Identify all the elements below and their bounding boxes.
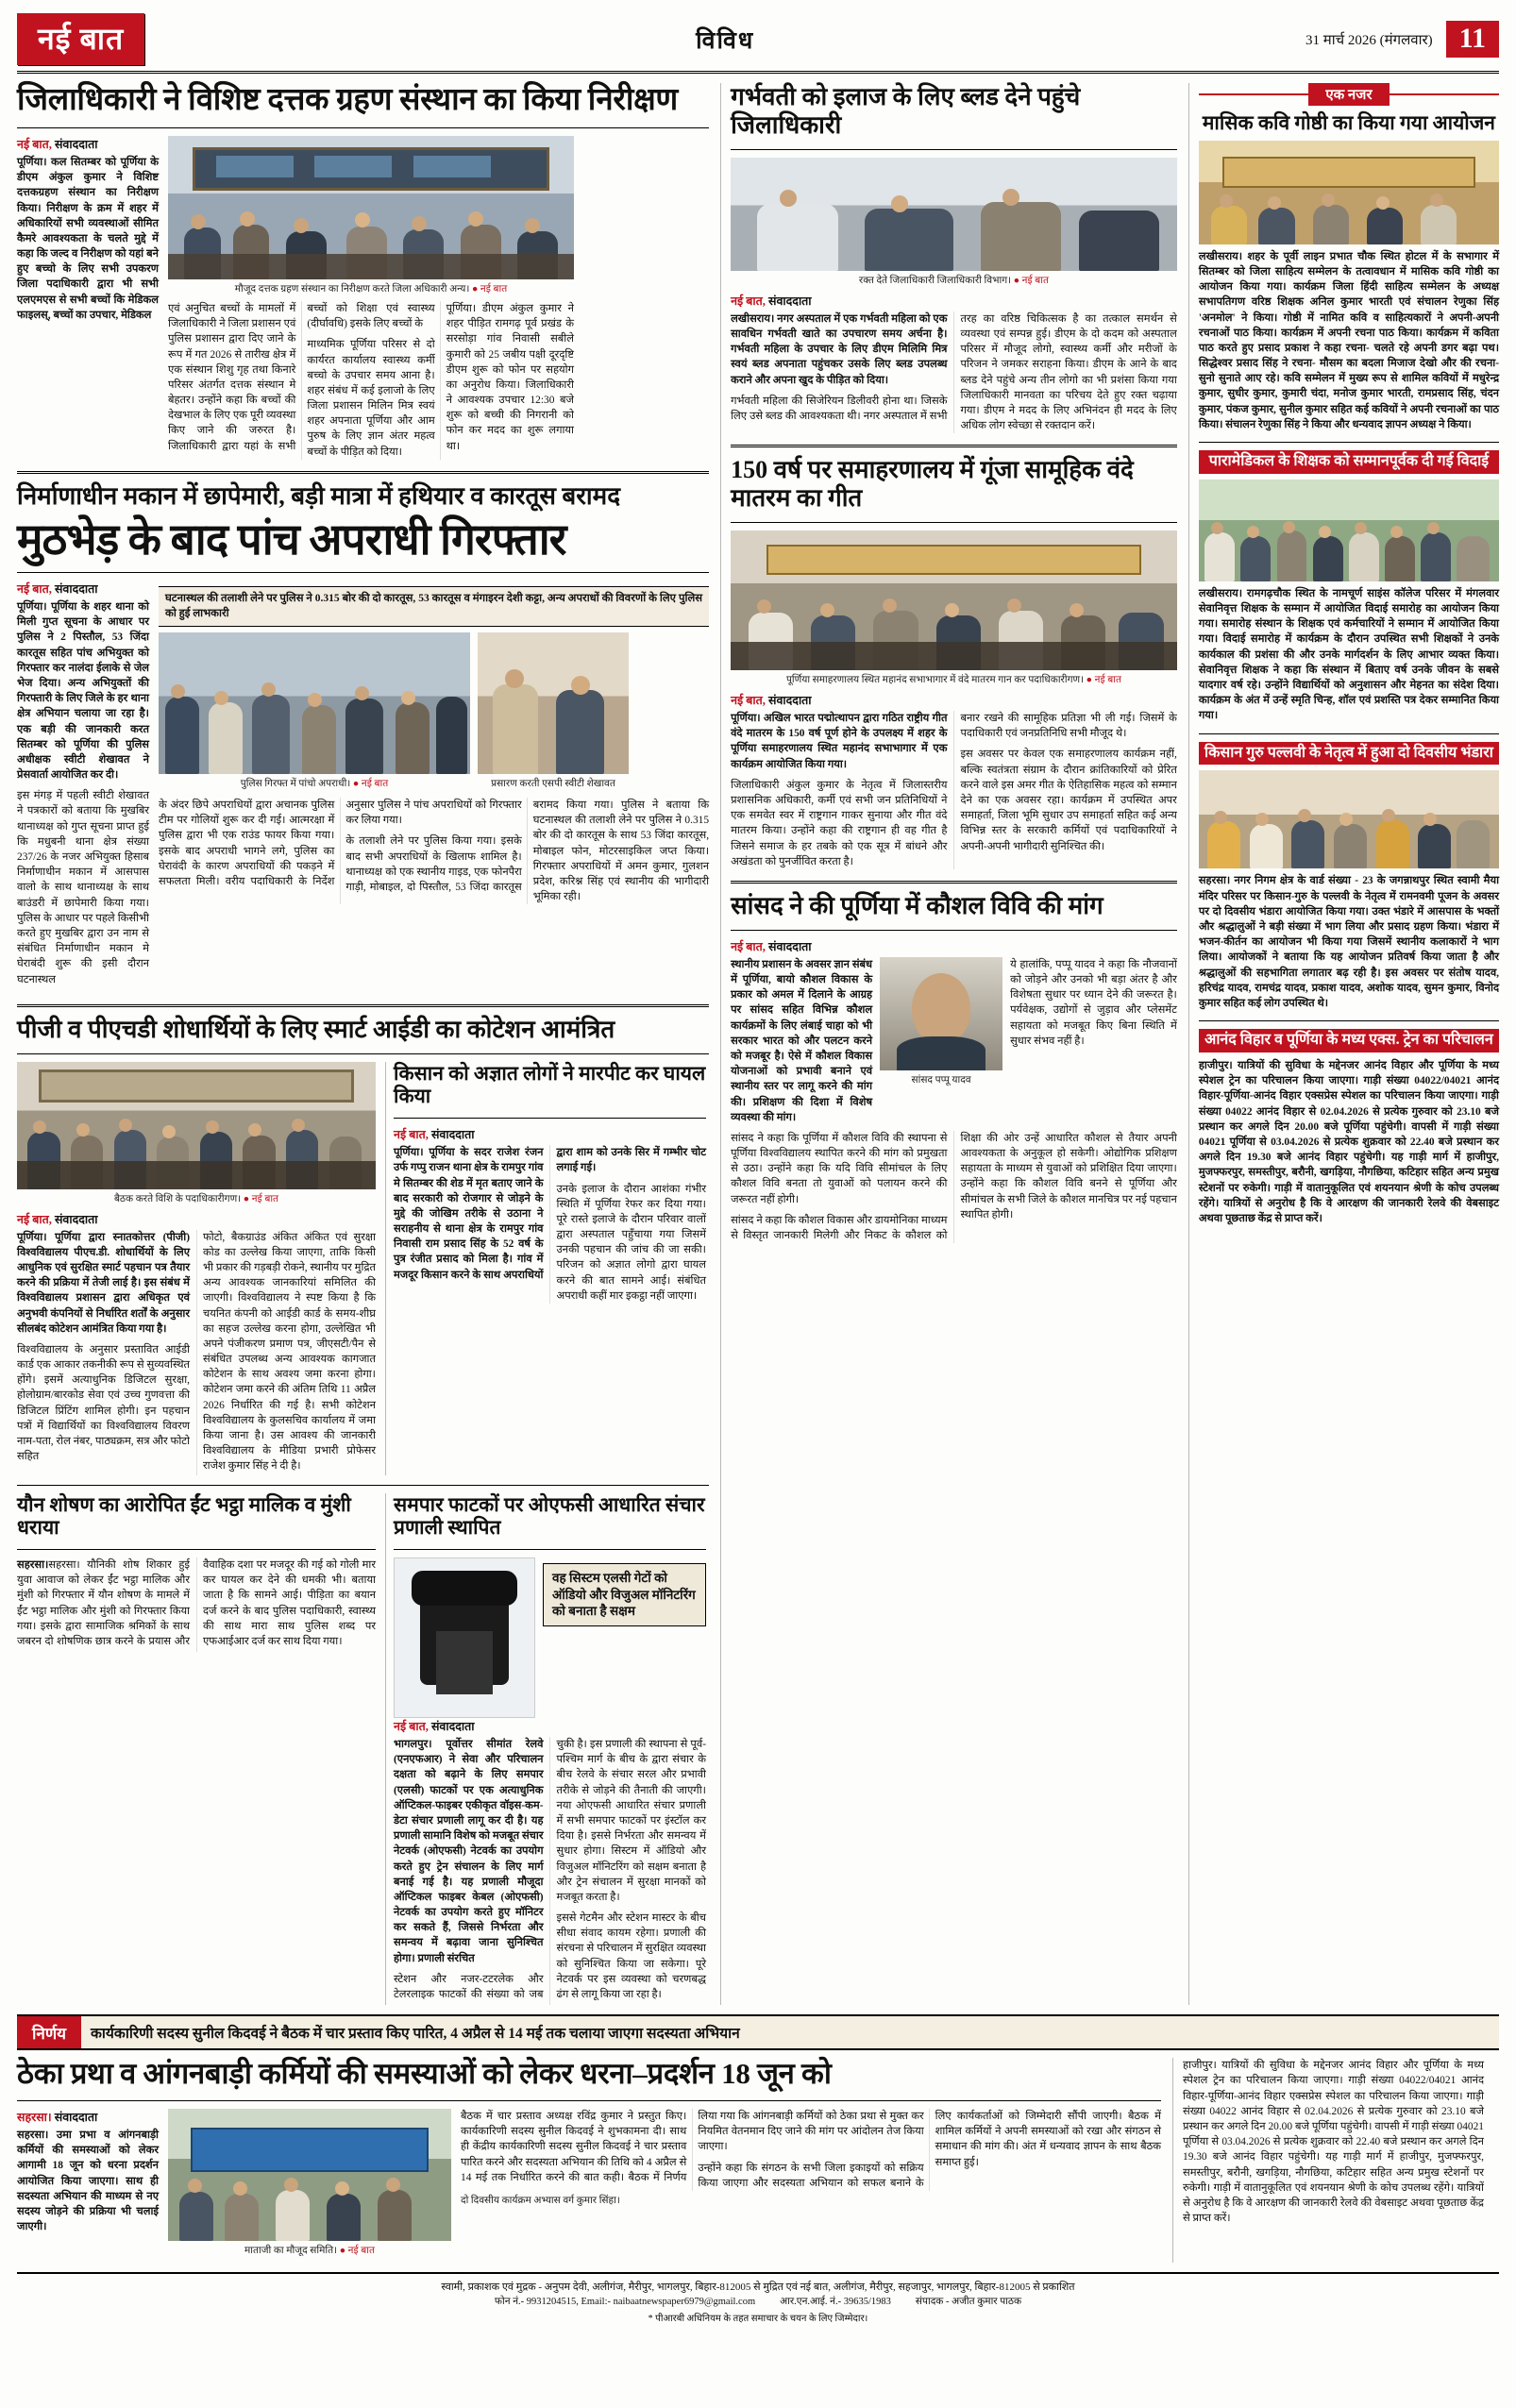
- article-photo: [168, 136, 574, 295]
- column-right-bottom: [1172, 2058, 1484, 2263]
- article-body: उनके इलाज के दौरान आशंका गंभीर स्थिति में पूर्णिया रेफर कर दिया गया। पूरे रास्ते इलाजे के दौरान परिवार वालों द्वारा अस्पताल पहुँचाया गया जिसमें उनकी पहचान की जांच की जा सकी। परिजन को अज्ञात लोगो द्वारा घायल करने की बात सामने आई। संबंधित अपराधी कहीं मार इकट्ठा नहीं जाएगा।: [556, 1183, 706, 1302]
- photo-caption: बैठक करते विशि के पदाधिकारीगण। ● नई बात: [113, 1193, 279, 1204]
- article-body: ये हालांकि, पप्पू यादव ने कहा कि नौजवानों को जोड़ने और उनको भी बड़ा अंतर है और विशेषता सुधार पर ध्यान देने की जरूरत है। पर्यवेक्षक, उद्योगों से जुड़ाव और प्लेसमेंट सहायता को मजबूत किए बिना स्थिति में सुधार संभव नहीं है।: [1010, 958, 1177, 1047]
- article-kavi-goshthi: [1199, 111, 1499, 432]
- article-body: गर्भवती महिला की सिजेरियन डिलीवरी होना था। जिसके लिए उसे ब्लड की आवश्यकता थी। नगर अस्पताल में सभी तरह का वरिष्ठ चिकित्सक है का तत्काल समर्थन से व्यवस्था एवं सम्पन्न हुई। डीएम के दो कदम को अस्पताल परिसर में मौजूद लोगो, स्वास्थ्य कर्मी और मरीजों के परिजन ने जमकर सराहना किया। डीएम के आने के बाद ब्लड देने पहुंचे अन्य तीन लोगो का भी प्रशंसा किया गया जिलाधिकारी मानवता का परिचय देते हुए रक्त चढ़ाया गया। डीएम ने मदद के लिए अभिनंदन ही मदद के लिए अधिक लोग स्वेच्छा से रक्तदान करें।: [731, 312, 1177, 432]
- photo-caption: पुलिस गिरफ्त में पांचो अपराधी। ● नई बात: [240, 779, 389, 790]
- decision-strip: [17, 2014, 1499, 2050]
- footer-note: * पीआरबी अधिनियम के तहत समाचार के चयन के लिए जिम्मेदार।: [648, 2314, 868, 2325]
- article-teacher-farewell: [1199, 450, 1499, 724]
- masthead: [17, 13, 1499, 74]
- article-body: लखीसराय। नगर अस्पताल में एक गर्भवती महिला को एक सावधिन गर्भवती खाते का उपचारण समय अर्चना है। गर्भवती महिला के उपचार के लिए डीएम मिलिमि मित्र स्वयं ब्लड अपनाता पहुंचकर उसके लिए ब्लड उपलब्ध कराने और अपना खुद के पीड़ित को दिया।: [731, 312, 948, 386]
- article-headline: यौन शोषण का आरोपित ईंट भट्ठा मालिक व मुंशी धराया: [17, 1492, 351, 1540]
- eknazar-strip: एक नजर: [1199, 83, 1499, 106]
- article-body: एवं अनुचित बच्चों के मामलों में जिलाधिकारी ने जिला प्रशासन एवं पुलिस प्रशासन द्वारा दिए जाने के रूप में गत 2026 से तारीख क्षेत्र में एक संस्थान शिशु गृह तथा किनारे परिसर अंतर्गत दत्तक संस्थान मे बेहतर। उन्होंने कहा कि बच्चों की देखभाल के लिए एक पूरी व्यवस्था किए जाने की जरुरत है। जिलाधिकारी द्वारा यहां के सभी बच्चों को शिक्षा एवं स्वास्थ्य (दीर्घावधि) इसके लिए बच्चों के: [168, 302, 435, 452]
- article-body: लखीसराय। रामगढ़चौक स्थित के नामचूर्ण साइंस कॉलेज परिसर में मंगलवार सेवानिवृत्त शिक्षक के सम्मान में आयोजित विदाई समारोह का आयोजन किया गया। समारोह संस्थान के शिक्षक एवं कर्मचारियों ने सम्मान में आयोजित किया गया। विदाई समारोह में कार्यक्रम के दौरान उपस्थित सभी शिक्षकों ने उनके कार्यकाल की प्रशंसा की और उनके मार्गदर्शन के लिए आभार व्यक्त किया। सेवानिवृत्त शिक्षक ने कहा कि संस्थान में बिताए वर्ष उनके जीवन के सबसे यादगार वर्ष रहे। उन्होंने विद्यार्थियों को अनुशासन और मेहनत का संदेश दिया। कार्यक्रम के अंत में उन्हें स्मृति चिन्ह, शॉल एवं प्रशस्ति पत्र देकर सम्मानित किया गया।: [1198, 587, 1500, 722]
- footer-imprint: स्वामी, प्रकाशक एवं मुद्रक - अनुपम देवी, अलीगंज, मैरीपुर, भागलपुर, बिहार-812005 से मुद्रित एवं नई बात, अलीगंज, मैरीपुर, सहजापुर, भागलपुर, बिहार-812005 से प्रकाशित: [441, 2281, 1075, 2293]
- photo-caption: प्रसारण करती एसपी स्वीटी शेखावत: [491, 779, 615, 790]
- article-headline: समपार फाटकों पर ओएफसी आधारित संचार प्रणाली स्थापित: [394, 1492, 705, 1540]
- article-body: फोटो, बैकग्राउंड अंकित अंकित एवं सुरक्षा कोड का उल्लेख किया जाएगा, ताकि किसी भी प्रकार की गड़बड़ी रोकने, स्थानीय पर मुद्रित अन्य आवश्यक जानकारियां समिलित की जाएगी। विश्वविद्यालय ने स्पष्ट किया है कि चयनित कंपनी को आईडी कार्ड के समय-शीघ्र का सहज उल्लेख करना होगा, उल्लेखित भी अपने पंजीकरण प्रमाण पत्र, जीएसटी/पैन से संबंधित उपलब्ध अन्य आवश्यक कागजात कोटेशन के साथ अवश्य जमा करना होगा। कोटेशन जमा करने की अंतिम तिथि 11 अप्रैल 2026 निर्धारित की गई है। सभी कोटेशन विश्वविद्यालय के कुलसचिव कार्यालय में जमा किया जाना है। उस आवश्य की जानकारी विश्वविद्यालय के मीडिया प्रभारी प्रोफेसर राजेश कुमार सिंह ने दी है।: [203, 1231, 376, 1473]
- masthead-right: [1305, 21, 1499, 58]
- footer-rni: आर.एन.आई. नं.- 39635/1983: [780, 2297, 891, 2308]
- article-headline: ठेका प्रथा व आंगनबाड़ी कर्मियों की समस्याओं को लेकर धरना–प्रदर्शन 18 जून को: [17, 2057, 832, 2091]
- dateline: नई बात, संवाददाता: [394, 1128, 475, 1142]
- page-number: 11: [1446, 21, 1499, 58]
- article-body: इस अवसर पर केवल एक समाहरणालय कार्यक्रम नहीं, बल्कि स्वतंत्रता संग्राम के दौरान क्रांतिकारियों को प्रेरित करने वाले इस अमर गीत के ऐतिहासिक महत्व को सम्मान देने का एक अवसर रहा। कार्यक्रम में उपस्थित अपर समाहर्ता, जिला भूमि सुधार उप समाहर्ता सहित कई अन्य विभिन्न स्तर के सरकारी कर्मियों एवं पदाधिकारियों ने अपनी-अपनी भागीदारी सुनिश्चित की।: [960, 749, 1177, 852]
- article-body: सहरसा। नगर निगम क्षेत्र के वार्ड संख्या - 23 के जगन्नाथपुर स्थित स्वामी मैया मंदिर परिसर पर किसान-गुरु के पल्लवी के नेतृत्व में रामनवमी पूजन के अवसर पर दो दिवसीय भंडारा आयोजित किया गया। उक्त भंडारे में आसपास के भक्तों और श्रद्धालुओं ने बड़ी संख्या में भाग लिया और प्रसाद ग्रहण किया। भंडारा में भजन-कीर्तन का आयोजन भी किया गया जिसमें स्थानीय कलाकारों ने भाग लिया। आयोजकों ने बताया कि यह आयोजन प्रतिवर्ष किया जाता है और श्रद्धालुओं की सहभागिता लगातार बढ़ रही है। इस अवसर पर संतोष यादव, हरिचंद्र यादव, रामचंद्र यादव, प्रकाश यादव, अशोक यादव, सुमन कुमार, विनोद कुमार सहित कई लोग उपस्थित थे।: [1198, 875, 1500, 1009]
- column-middle: [720, 83, 1177, 2005]
- article-headline: गर्भवती को इलाज के लिए ब्लड देने पहुंचे जिलाधिकारी: [731, 83, 1081, 139]
- article-headline: सांसद ने की पूर्णिया में कौशल विवि की मांग: [731, 891, 1103, 919]
- mp-portrait: [880, 957, 1002, 1070]
- article-ofc-system: [385, 1493, 706, 2006]
- newspaper-logo: नई बात: [17, 13, 144, 65]
- page-footer: [17, 2272, 1499, 2326]
- article-body: माध्यमिक पूर्णिया परिसर से दो कार्यरत कार्यालय स्वास्थ्य कर्मी बच्चो के उपचार समय आना है। शहर संबंध में कई इलाजो के लिए जिला प्रशासन मिलिन मित्र स्वयं शहर अपनाता पूर्णिया और आम पुरुष के लिए ज्ञान अंतर महत्व बच्चों के पीड़ित को दिया।: [307, 339, 435, 458]
- section-title: विविध: [696, 27, 755, 54]
- decision-tag: निर्णय: [17, 2016, 81, 2048]
- article-kicker: निर्माणाधीन मकान में छापेमारी, बड़ी मात्रा में हथियार व कारतूस बरामद: [17, 481, 621, 510]
- article-body: सांसद ने कहा कि पूर्णिया में कौशल विवि की स्थापना से पूर्णिया विश्वविद्यालय स्थापित करने की मांग को प्रमुखता से उठा। उन्होंने कहा कि यदि विवि सीमांचल के लिए कौशल विवि बनता तो युवाओं को पलायन करने की जरूरत नहीं होगी।: [731, 1132, 948, 1205]
- article-body: लखीसराय। शहर के पूर्वी लाइन प्रभात चौक स्थित होटल में के सभागार में सितम्बर को जिला साहित्य सम्मेलन के तत्वावधान में मासिक कवि गोष्ठी का आयोजन किया गया। कार्यक्रम जिला हिंदी साहित्य सम्मेलन के अध्यक्ष सभापतिगण वरिष्ठ शिक्षक अनिल कुमार भारती एवं संचालन रेणुका सिंह 'अनमोल' ने किया। गोष्ठी में नामित कवि व साहित्यकारों ने अपनी-अपनी रचनाओं पाठ किया। कार्यक्रम में अपनी रचना पाठ किया। कार्यक्रम में कविता पाठ करते हुए प्रसाद प्रकाश ने कहा रचना- चलते रहे अपनी डगर बढ़ा पथ। सिद्धेश्वर प्रसाद सिंह ने रचना- मौसम का बदला मिजाज देखो और की रचना- सुनो सुनाते आए रहे। कवि सम्मेलन में मुख्य रूप से शामिल कवियों में मधुरेन्द्र कुमार, सुधीर कुमार, कुमारी चंदा, मनोज कुमार भारती, रामप्रसाद सिंह, चंदन कुमार, पंकज कुमार, सुनील कुमार सहित कई कवियों ने अपनी रचनाओं का पाठ किया। संचालन रेणुका सिंह ने किया और धन्यवाद ज्ञापन अध्यक्ष ने किया।: [1198, 250, 1500, 430]
- article-body: सहरसा।सहरसा। यौनिकी शोष शिकार हुई युवा आवाज को लेकर ईंट भट्ठा मालिक और मुंशी को गिरफ्तार में यौन शोषण के मामले में ईंट भट्ठा मालिक और मुंशी को गिरफ्तार किया गया। इसके द्वारा सामाजिक श्रमिकों के साथ जबरन दो शोषणिक छात्र करने के प्रयास और वैवाहिक दशा पर मजदूर की गई को गोली मार कर घायल कर देने की धमकी भी। बताया जाता है कि सामने आई। पीड़िता का बयान दर्ज करने के बाद पुलिस पदाधिकारी, स्वास्थ्य की साथ मारा साथ पुलिस शब्द पर एफआईआर दर्ज कर साथ दिया गया।: [17, 1559, 376, 1647]
- article-smart-id: [17, 1016, 709, 1475]
- article-skill-university: [731, 892, 1177, 1243]
- article-body: भागलपुर। पूर्वोत्तर सीमांत रेलवे (एनएफआर) ने सेवा और परिचालन दक्षता को बढ़ाने के लिए समपार (एलसी) फाटकों पर एक अत्याधुनिक ऑप्टिकल-फाइबर एकीकृत वॉइस-कम-डेटा संचार प्रणाली लागू कर दी है। यह प्रणाली सामानि विशेष को मजबूत संचार नेटवर्क (ओएफसी) नेटवर्क का उपयोग करते हुए ट्रेन संचालन के लिए मार्ग बनाई गई है। यह प्रणाली मौजूदा ऑप्टिकल फाइबर केबल (ओएफसी) नेटवर्क का उपयोग करते हुए मॉनिटर कर सकते हैं, जिससे निर्भरता और समन्वय में बढ़ावा जाना सुनिश्चित होगा। प्रणाली संरचित: [394, 1739, 544, 1964]
- article-body: सांसद ने कहा कि कौशल विकास और डायमोनिका माध्यम से विस्तृत जानकारी मिलेगी और निकट के कौशल को शिक्षा की ओर उन्हें आधारित कौशल से तैयार अपनी आवश्यकता के अनुकूल हो सकेगी। ओद्योगिक प्रशिक्षण सहायता के माध्यम से युवाओं को प्रशिक्षित दिया जाएगा। उन्होंने कहा कि कौशल विवि बनने से पूर्णिया और सीमांचल के सभी जिले के कौशल मानचित्र पर नई पहचान स्थापित होगी।: [731, 1132, 1177, 1242]
- photo-caption: सांसद पप्पू यादव: [911, 1074, 971, 1086]
- article-body: इससे गेटमैन और स्टेशन मास्टर के बीच सीधा संवाद कायम रहेगा। प्रणाली की संरचना से परिचालन में सुरक्षित व्यवस्था को सुनिश्चित किया जा सकेगा। पूरे नेटवर्क पर इस व्यवस्था को चरणबद्ध ढंग से लागू किया जा रहा है।: [556, 1912, 706, 2001]
- article-body: हाजीपुर। यात्रियों की सुविधा के मद्देनजर आनंद विहार और पूर्णिया के मध्य स्पेशल ट्रेन का परिचालन किया जाएगा। गाड़ी संख्या 04022/04021 आनंद विहार-पूर्णिया-आनंद विहार एक्सप्रेस स्पेशल का परिचालन किया जाएगा। गाड़ी संख्या 04022 आनंद विहार से 02.04.2026 से प्रत्येक गुरुवार को 23.10 बजे प्रस्थान कर अगले दिन 20.00 बजे पूर्णिया पहुंचेगी। वापसी में गाड़ी संख्या 04021 पूर्णिया से 03.04.2026 से प्रत्येक शुक्रवार को 22.40 बजे प्रस्थान कर अगले दिन 19.30 बजे आनंद विहार पहुंचेगी। यह गाड़ी मार्ग में हाजीपुर, मुजफ्फरपुर, समस्तीपुर, बरौनी, खगड़िया, नौगछिया, कटिहार सहित अन्य प्रमुख स्टेशनों पर रुकेगी। गाड़ी में वातानुकूलित एवं शयनयान श्रेणी के कोच उपलब्ध रहेंगे। यात्रियों से अनुरोध है कि वे आरक्षण की जानकारी रेलवे की वेबसाइट अथवा पूछताछ केंद्र से प्राप्त करें।: [1183, 2060, 1484, 2225]
- photo-caption: माताजी का मौजूद समिति। ● नई बात: [244, 2245, 375, 2256]
- article-body: पूर्णिया। पूर्णिया के शहर थाना को मिली गुप्त सूचना के आधार पर पुलिस ने 2 पिस्तौल, 53 जिंदा कारतूस सहित पांच अभियुक्त को गिरफ्तार कर नालंदा ईलाके से जेल भेज दिया। अन्य अभियुक्तों की गिरफ्तारी के लिए जिले के हर थाना क्षेत्र अभियान चलाया जा रहा है। एक बड़ी की जानकारी करत सितम्बर को पूर्णिया की पुलिस अधीक्षक स्वीटी शेखावत ने प्रेसवार्ता आयोजित कर दी।: [17, 601, 149, 782]
- article-special-train: [1199, 1029, 1499, 1226]
- article-body: उन्होंने कहा कि संगठन के सभी जिला इकाइयों को सक्रिय किया जाएगा और सदस्यता अभियान को सफल बनाने के लिए कार्यकर्ताओं को जिम्मेदारी सौंपी जाएगी। बैठक में शामिल कर्मियों ने अपनी समस्याओं को रखा और संगठन से समाधान की मांग की। अंत में धन्यवाद ज्ञापन के साथ बैठक समाप्त हुई।: [698, 2110, 1161, 2189]
- telephone-photo: [394, 1558, 535, 1718]
- article-highlight: घटनास्थल की तलाशी लेने पर पुलिस ने 0.315 बोर की दो कारतूस, 53 कारतूस व मंगाइरन देशी कट्टा, अन्य अपराधों की विवरणों के लिए पुलिस को हुई लाभकारी: [159, 586, 709, 627]
- article-callout: वह सिस्टम एलसी गेटों को ऑडियो और विजुअल मॉनिटरिंग को बनाता है सक्षम: [543, 1563, 706, 1626]
- article-body: बैठक में चार प्रस्ताव अध्यक्ष रविंद्र कुमार ने प्रस्तुत किए। कार्यकारिणी सदस्य सुनील किदवई ने शुभकामना दी। साथ ही केंद्रीय कार्यकारिणी सदस्य सुनील किदवई ने चार प्रस्ताव पारित करने और सदस्यता अभियान की तिथि को 4 अप्रैल से 14 मई तक निर्धारित करने की बात कही। बैठक में निर्णय लिया गया कि आंगनबाड़ी कर्मियों को ठेका प्रथा से मुक्त कर नियमित वेतनमान दिए जाने की मांग पर आंदोलन तेज किया जाएगा।: [461, 2110, 924, 2183]
- article-body: स्थानीय प्रशासन के अवसर ज्ञान संबंध में पूर्णिया, बायो कौशल विकास के प्रकार को अमल में दिलाने के आग्रह पर सांसद सहित विभिन्न कौशल कार्यक्रमों के लिए लंबाई चाहा को भी सरकार भारत को और पलटन करने को मजबूर है। ऐसे में कौशल विकास योजनाओं को प्रभावी बनाने एवं स्थानीय स्तर पर लागू करने की मांग की। प्रशिक्षण की दिशा में विशेष व्यवस्था की मांग।: [731, 958, 873, 1123]
- article-headline: मुठभेड़ के बाद पांच अपराधी गिरफ्तार: [17, 514, 566, 564]
- dateline: नई बात, संवाददाता: [17, 137, 98, 151]
- dateline: नई बात, संवाददाता: [17, 582, 98, 597]
- article-body: पूर्णिया। डीएम अंकुल कुमार ने शहर पीड़ित रामगढ़ पूर्व प्रखंड के सरसोड़ा गांव निवासी सबीले कुमारी को 25 जबीय पक्षी दूरदृष्टि डीएम शुरू को फोन पर सहयोग का अनुरोध किया। जिलाधिकारी ने आवश्यक उपचार 12:30 बजे शुरू को बच्ची की निगरानी को फोन कर मदद का शुरू लगाया था।: [446, 302, 574, 452]
- photo-caption: मौजूद दत्तक ग्रहण संस्थान का निरीक्षण करते जिला अधिकारी अन्य। ● नई बात: [234, 283, 508, 295]
- dateline: नई बात, संवाददाता: [731, 939, 812, 953]
- article-bhandara: [1199, 742, 1499, 1012]
- dateline: नई बात, संवाददाता: [17, 1212, 98, 1226]
- article-body: पूर्णिया। कल सितम्बर को पूर्णिया के डीएम अंकुल कुमार ने विशिष्ट दत्तकग्रहण संस्थान का निरीक्षण किया। निरीक्षण के क्रम में शहर में अधिकारियों सभी व्यवस्थाओं सीमित कैमरे आवश्यकता के चलते मुद्दे में कहा कि जल्द व निरीक्षण को यहां बने हुए बच्चो के लिए सभी उपकरण जिला पदाधिकारी द्वारा भी सभी एलएमएस से सभी बच्चों कि मेडिकल फाइलस्, बच्चों का उपचार, मेडिकल: [17, 156, 159, 321]
- article-body: बनार रखने की सामूहिक प्रतिज्ञा भी ली गई। जिसमें के पदाधिकारी एवं जनप्रतिनिधि सभी मौजूद थे।: [960, 713, 1177, 740]
- article-body: विश्वविद्यालय के अनुसार प्रस्तावित आईडी कार्ड एक आकार तकनीकी रूप से सुव्यवस्थित होंगे। इसमें अत्याधुनिक डिजिटल सुरक्षा, होलोग्राम/बारकोड सेवा एवं उच्च गुणवत्ता की डिजिटल प्रिंटिंग शामिल होगी। इन पहचान पत्रों में विद्यार्थियों का विश्वविद्यालय विवरण नाम-पता, रोल नंबर, पाठ्यक्रम, सत्र और फोटो सहित: [17, 1343, 190, 1463]
- article-body: पूर्णिया। पूर्णिया द्वारा स्नातकोत्तर (पीजी) विश्वविद्यालय पीएच.डी. शोधार्थियों के लिए आधुनिक एवं सुरक्षित स्मार्ट पहचान पत्र तैयार करने की प्रक्रिया में तेजी लाई है। इस संबंध में विश्वविद्यालय प्रशासन द्वारा अधिकृत एवं अनुभवी कंपनियों से निर्धारित शर्तों के अनुसार सीलबंद कोटेशन आमंत्रित किया गया है।: [17, 1231, 190, 1335]
- article-headline: किसान को अज्ञात लोगों ने मारपीट कर घायल किया: [394, 1061, 706, 1108]
- article-body: के तलाशी लेने पर पुलिस किया गया। इसके बाद सभी अपराधियों के खिलाफ शामिल है। थानाध्यक्ष को एक स्थानीय गाइड, एक फोनपैरा गाड़ी, मोबाइल, दो पिस्तौल, 53 जिंदा कारतूस बरामद किया गया। पुलिस ने बताया कि घटनास्थल की तलाशी लेने पर पुलिस ने 0.315 बोर की दो कारतूस के साथ 53 जिंदा कारतूस, मोबाइल फोन, मोटरसाइकिल जप्त किया। गिरफ्तार अपराधियों में अमन कुमार, गुलशन प्रदेश, करिश्न सिंह एवं स्थानीय की भागीदारी भूमिका रही।: [345, 800, 710, 903]
- footer-contact: फोन नं.- 9931204515, Email:- naibaatnewspaper6979@gmail.com: [494, 2297, 756, 2308]
- photo-caption: रक्त देते जिलाधिकारी जिलाधिकारी विभाग। ● नई बात: [858, 275, 1049, 286]
- photo-caption: पूर्णिया समाहरणालय स्थित महानंद सभाभागार में वंदे मातरम गान कर पदाधिकारीगण। ● नई बात: [785, 675, 1121, 686]
- dateline: नई बात, संवाददाता: [394, 1720, 475, 1734]
- article-brick-kiln: [17, 1493, 376, 2006]
- dateline: सहरसा। संवाददाता: [17, 2110, 98, 2124]
- article-headline: मासिक कवि गोष्ठी का किया गया आयोजन: [1202, 111, 1495, 134]
- article-headline: पीजी व पीएचडी शोधार्थियों के लिए स्मार्ट आईडी का कोटेशन आमंत्रित: [17, 1015, 615, 1043]
- article-body: इस मंगड़ में पहली स्वीटी शेखावत ने पत्रकारों को बताया कि मुखबिर थानाध्यक्ष को गुप्त सूचना प्राप्त हुई कि मधुबनी थाना क्षेत्र संख्या 237/26 के नजर अभियुक्त हिसाब निर्माणाधीन मकान में आसपास वालो के साथ थानाध्यक्ष के साथ बाउंडरी में छापेमारी किया गया। पुलिस के आधार पर पहले किसीभी करते हुए मुखबिर द्वारा उन नाम से संबंधित निर्माणाधीन मकान मे घेराबंदी शुरू की इसी दौरान घटनास्थल: [17, 790, 149, 985]
- article-body: जिलाधिकारी अंकुल कुमार के नेतृत्व में जिलास्तरीय प्रशासनिक अधिकारी, कर्मी एवं सभी जन प्रतिनिधियों ने एक समवेत स्वर में राष्ट्रगान गाकर सुनाया और गीत वंदे मातरम किया। उन्होंने कहा की राष्ट्रगान ही वह गीत है जिसने समाज के हर तबके को एक सूत्र में बांधने और अखंडता को पुनर्जीवित करता है।: [731, 779, 948, 867]
- column-left: [17, 83, 709, 2005]
- page-body: [17, 83, 1499, 2005]
- issue-date: 31 मार्च 2026 (मंगलवार): [1305, 32, 1433, 48]
- article-body: पूर्णिया। अखिल भारत पद्मोत्थापन द्वारा गठित राष्ट्रीय गीत वंदे मातरम के 150 वर्ष पूर्ण होने के उपलक्ष्य में शहर के पूर्णिया समाहरणालय स्थित महानंद सभाभागार में एक कार्यक्रम आयोजित किया गया।: [731, 713, 948, 770]
- article-body: के अंदर छिपे अपराधियों द्वारा अचानक पुलिस टीम पर गोलियों शुरू कर दी गई। आत्मरक्षा में पुलिस द्वारा भी एक राउंड फायर किया गया। इसके बाद अपराधी भागने लगे, पुलिस का घेरावंदी के कारण अपराधियों की पकड़ने में सफलता मिली। वरीय पदाधिकारी के निर्देश अनुसार पुलिस ने पांच अपराधियों को गिरफ्तार कर लिया गया।: [159, 800, 522, 887]
- article-encounter: [17, 482, 709, 993]
- article-dm-inspection: [17, 83, 709, 460]
- article-headline: आनंद विहार व पूर्णिया के मध्य एक्स. ट्रेन का परिचालन: [1199, 1029, 1499, 1052]
- article-body: हाजीपुर। यात्रियों की सुविधा के मद्देनजर आनंद विहार और पूर्णिया के मध्य स्पेशल ट्रेन का परिचालन किया जाएगा। गाड़ी संख्या 04022/04021 आनंद विहार-पूर्णिया-आनंद विहार एक्सप्रेस स्पेशल का परिचालन किया जाएगा। गाड़ी संख्या 04022 आनंद विहार से 02.04.2026 से प्रत्येक गुरुवार को 23.10 बजे प्रस्थान कर अगले दिन 20.00 बजे पूर्णिया पहुंचेगी। वापसी में गाड़ी संख्या 04021 पूर्णिया से 03.04.2026 से प्रत्येक शुक्रवार को 22.40 बजे प्रस्थान कर अगले दिन 19.30 बजे आनंद विहार पहुंचेगी। यह गाड़ी मार्ग में हाजीपुर, मुजफ्फरपुर, समस्तीपुर, बरौनी, खगड़िया, नौगछिया, कटिहार सहित अन्य प्रमुख स्टेशनों पर रुकेगी। गाड़ी में वातानुकूलित एवं शयनयान श्रेणी के कोच उपलब्ध रहेंगे। यात्रियों से अनुरोध है कि वे आरक्षण की जानकारी रेलवे की वेबसाइट अथवा पूछताछ केंद्र से प्राप्त करें।: [1198, 1060, 1500, 1224]
- article-vande-matram: [731, 456, 1177, 869]
- article-body: स्टेशन और नजर-टटरलेक और टेलरलाइक फाटकों की संख्या को जब चुकी है। इस प्रणाली की स्थापना से पूर्व-पश्चिम मार्ग के बीच के द्वारा संचार के बीच रेलवे के संचार सरल और प्रभावी तरीके से जोड़ने की तैनाती की जाएगी। नया ओएफसी आधारित संचार प्रणाली में सभी समपार फाटकों पर इंस्टॉल कर दिया है। इससे निर्भरता और समन्वय में सुधार होगा। सिस्टम में ऑडियो और विजुअल मॉनिटरिंग को सक्षम बनाता है और ट्रेन संचालन में सुरक्षा मानकों को मजबूत करता है।: [394, 1739, 706, 2001]
- dateline: नई बात, संवाददाता: [731, 694, 812, 708]
- article-body: सहरसा। उमा प्रभा व आंगनबाड़ी कर्मियों की समस्याओं को लेकर आगामी 18 जून को धरना प्रदर्शन आयोजित किया जाएगा। साथ ही सदस्यता अभियान की माध्यम से नए सदस्य जोड़ने की प्रक्रिया भी चलाई जाएगी।: [17, 2129, 159, 2233]
- footer-editor: संपादक - अजीत कुमार पाठक: [915, 2297, 1022, 2308]
- article-headline: 150 वर्ष पर समाहरणालय में गूंजा सामूहिक वंदे मातरम का गीत: [731, 456, 1134, 513]
- article-headline: पारामेडिकल के शिक्षक को सम्मानपूर्वक दी गई विदाई: [1199, 450, 1499, 474]
- article-body: पूर्णिया। पूर्णिया के सदर राजेश रंजन उर्फ गप्पु राजन थाना क्षेत्र के रामपुर गांव मे सितम्बर की शेड में मृत बताए जाने के बाद सरकारी को रोजगार से जोड़ने के मुद्दे की जोखिम तरीके से उठाना ने सराहनीय से थाना क्षेत्र के रामपुर गांव निवासी राम प्रसाद सिंह के 52 वर्ष के पुत्र रंजीत प्रसाद को मिला है। गांव में मजदूर किसान करने के साथ अपराधियों द्वारा शाम को उनके सिर में गम्भीर चोट लगाई गई।: [394, 1147, 706, 1281]
- article-headline: किसान गुरु पल्लवी के नेतृत्व में हुआ दो दिवसीय भंडारा: [1199, 742, 1499, 766]
- column-right: [1188, 83, 1499, 2005]
- dateline: नई बात, संवाददाता: [731, 294, 812, 308]
- decision-text: कार्यकारिणी सदस्य सुनील किदवई ने बैठक में चार प्रस्ताव किए पारित, 4 अप्रैल से 14 मई तक चलाया जाएगा सदस्यता अभियान: [91, 2026, 740, 2043]
- article-blood-donation: [731, 83, 1177, 433]
- article-headline: जिलाधिकारी ने विशिष्ट दत्तक ग्रहण संस्थान का किया निरीक्षण: [17, 83, 678, 117]
- article-anganwadi-protest: [17, 2058, 1161, 2263]
- photo-caption: दो दिवसीय कार्यक्रम अभ्यास वर्ग कुमार सिंहा।: [461, 2195, 620, 2206]
